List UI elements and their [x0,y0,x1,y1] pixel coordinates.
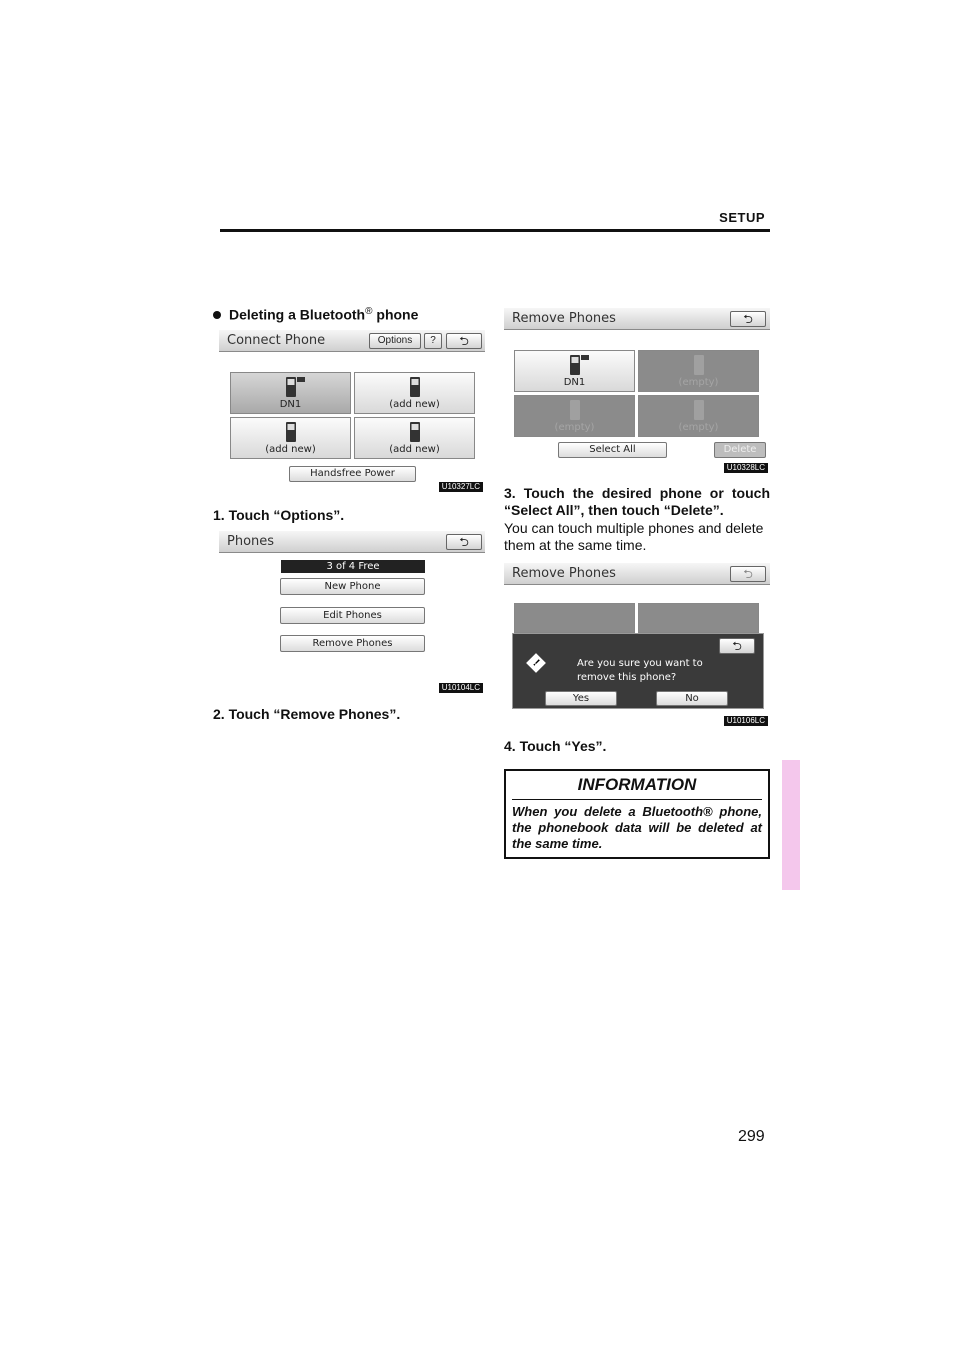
step-3-note: You can touch multiple phones and delete them at the same time. [504,520,764,553]
delete-button[interactable]: Delete [714,442,766,458]
information-divider [512,799,762,800]
tile-label: (empty) [678,377,719,388]
phone-tile-dimmed [514,603,635,633]
connect-phone-screen [219,330,485,493]
phone-icon [570,400,580,420]
select-all-button[interactable]: Select All [558,442,667,458]
step-2: 2. Touch “Remove Phones”. [213,706,401,722]
phone-icon [410,422,420,442]
screen-title: Connect Phone [219,330,485,352]
section-heading-text: Deleting a Bluetooth [229,306,366,323]
tile-label: DN1 [279,399,302,410]
back-button[interactable]: ⮌ [446,534,482,550]
page-number: 299 [738,1128,765,1145]
step-1: 1. Touch “Options”. [213,507,345,523]
confirm-dialog [512,633,764,709]
phone-tile-add-new[interactable] [230,417,351,459]
figure-code: U10106LC [724,716,768,726]
phone-icon [410,377,420,397]
header-rule [220,229,770,232]
phone-tile-dimmed [638,603,759,633]
dialog-message-line-2: remove this phone? [577,672,677,683]
dialog-message-line-1: Are you sure you want to [577,658,703,669]
handsfree-power-button[interactable]: Handsfree Power [289,466,416,482]
section-header: SETUP [719,210,765,225]
figure-code: U10328LC [724,463,768,473]
screen-title: Remove Phones [504,563,770,585]
information-text: When you delete a Bluetooth® phone, the phonebook data will be deleted at the same time. [512,804,762,851]
registered-mark: ® [365,306,373,317]
phone-tile-dn1[interactable] [514,350,635,392]
tile-label: (add new) [389,444,440,455]
back-button[interactable]: ⮌ [730,311,766,327]
phone-tile-add-new[interactable] [354,372,475,414]
phone-tile-empty [638,395,759,437]
figure-code: U10327LC [439,482,483,492]
help-button[interactable]: ? [424,333,442,349]
options-button[interactable]: Options [369,333,421,349]
section-heading [213,306,418,323]
phone-tile-add-new[interactable] [354,417,475,459]
remove-phone-confirm-screen [504,563,770,727]
screen-title: Remove Phones [504,308,770,330]
tile-label: DN1 [563,377,586,388]
phone-tile-empty [514,395,635,437]
figure-code: U10104LC [439,683,483,693]
remove-phones-button[interactable]: Remove Phones [280,635,425,652]
new-phone-button[interactable]: New Phone [280,578,425,595]
bluetooth-phone-icon [561,355,589,375]
phone-tile-dn1[interactable] [230,372,351,414]
dialog-back-button[interactable]: ⮌ [719,638,755,654]
tile-label: (add new) [265,444,316,455]
no-button[interactable]: No [656,691,728,706]
chapter-tab [782,760,800,890]
screen-title: Phones [219,531,485,553]
yes-button[interactable]: Yes [545,691,617,706]
section-heading-suffix: phone [372,306,419,323]
step-3: 3. Touch the desired phone or touch “Select All”, then touch “Delete”. [504,485,770,518]
free-slots-indicator: 3 of 4 Free [281,560,425,573]
back-button[interactable]: ⮌ [446,333,482,349]
warning-icon: ! [526,653,546,673]
phone-icon [694,355,704,375]
bluetooth-phone-icon [277,377,305,397]
tile-label: (empty) [554,422,595,433]
tile-label: (empty) [678,422,719,433]
phone-icon [694,400,704,420]
information-box [504,769,770,859]
phone-icon [286,422,296,442]
back-button[interactable]: ⮌ [730,566,766,582]
step-4: 4. Touch “Yes”. [504,738,607,754]
tile-label: (add new) [389,399,440,410]
phone-tile-empty [638,350,759,392]
information-title: INFORMATION [577,775,697,794]
bullet-icon [213,311,221,319]
remove-phones-screen [504,308,770,474]
phones-screen [219,531,485,694]
edit-phones-button[interactable]: Edit Phones [280,607,425,624]
